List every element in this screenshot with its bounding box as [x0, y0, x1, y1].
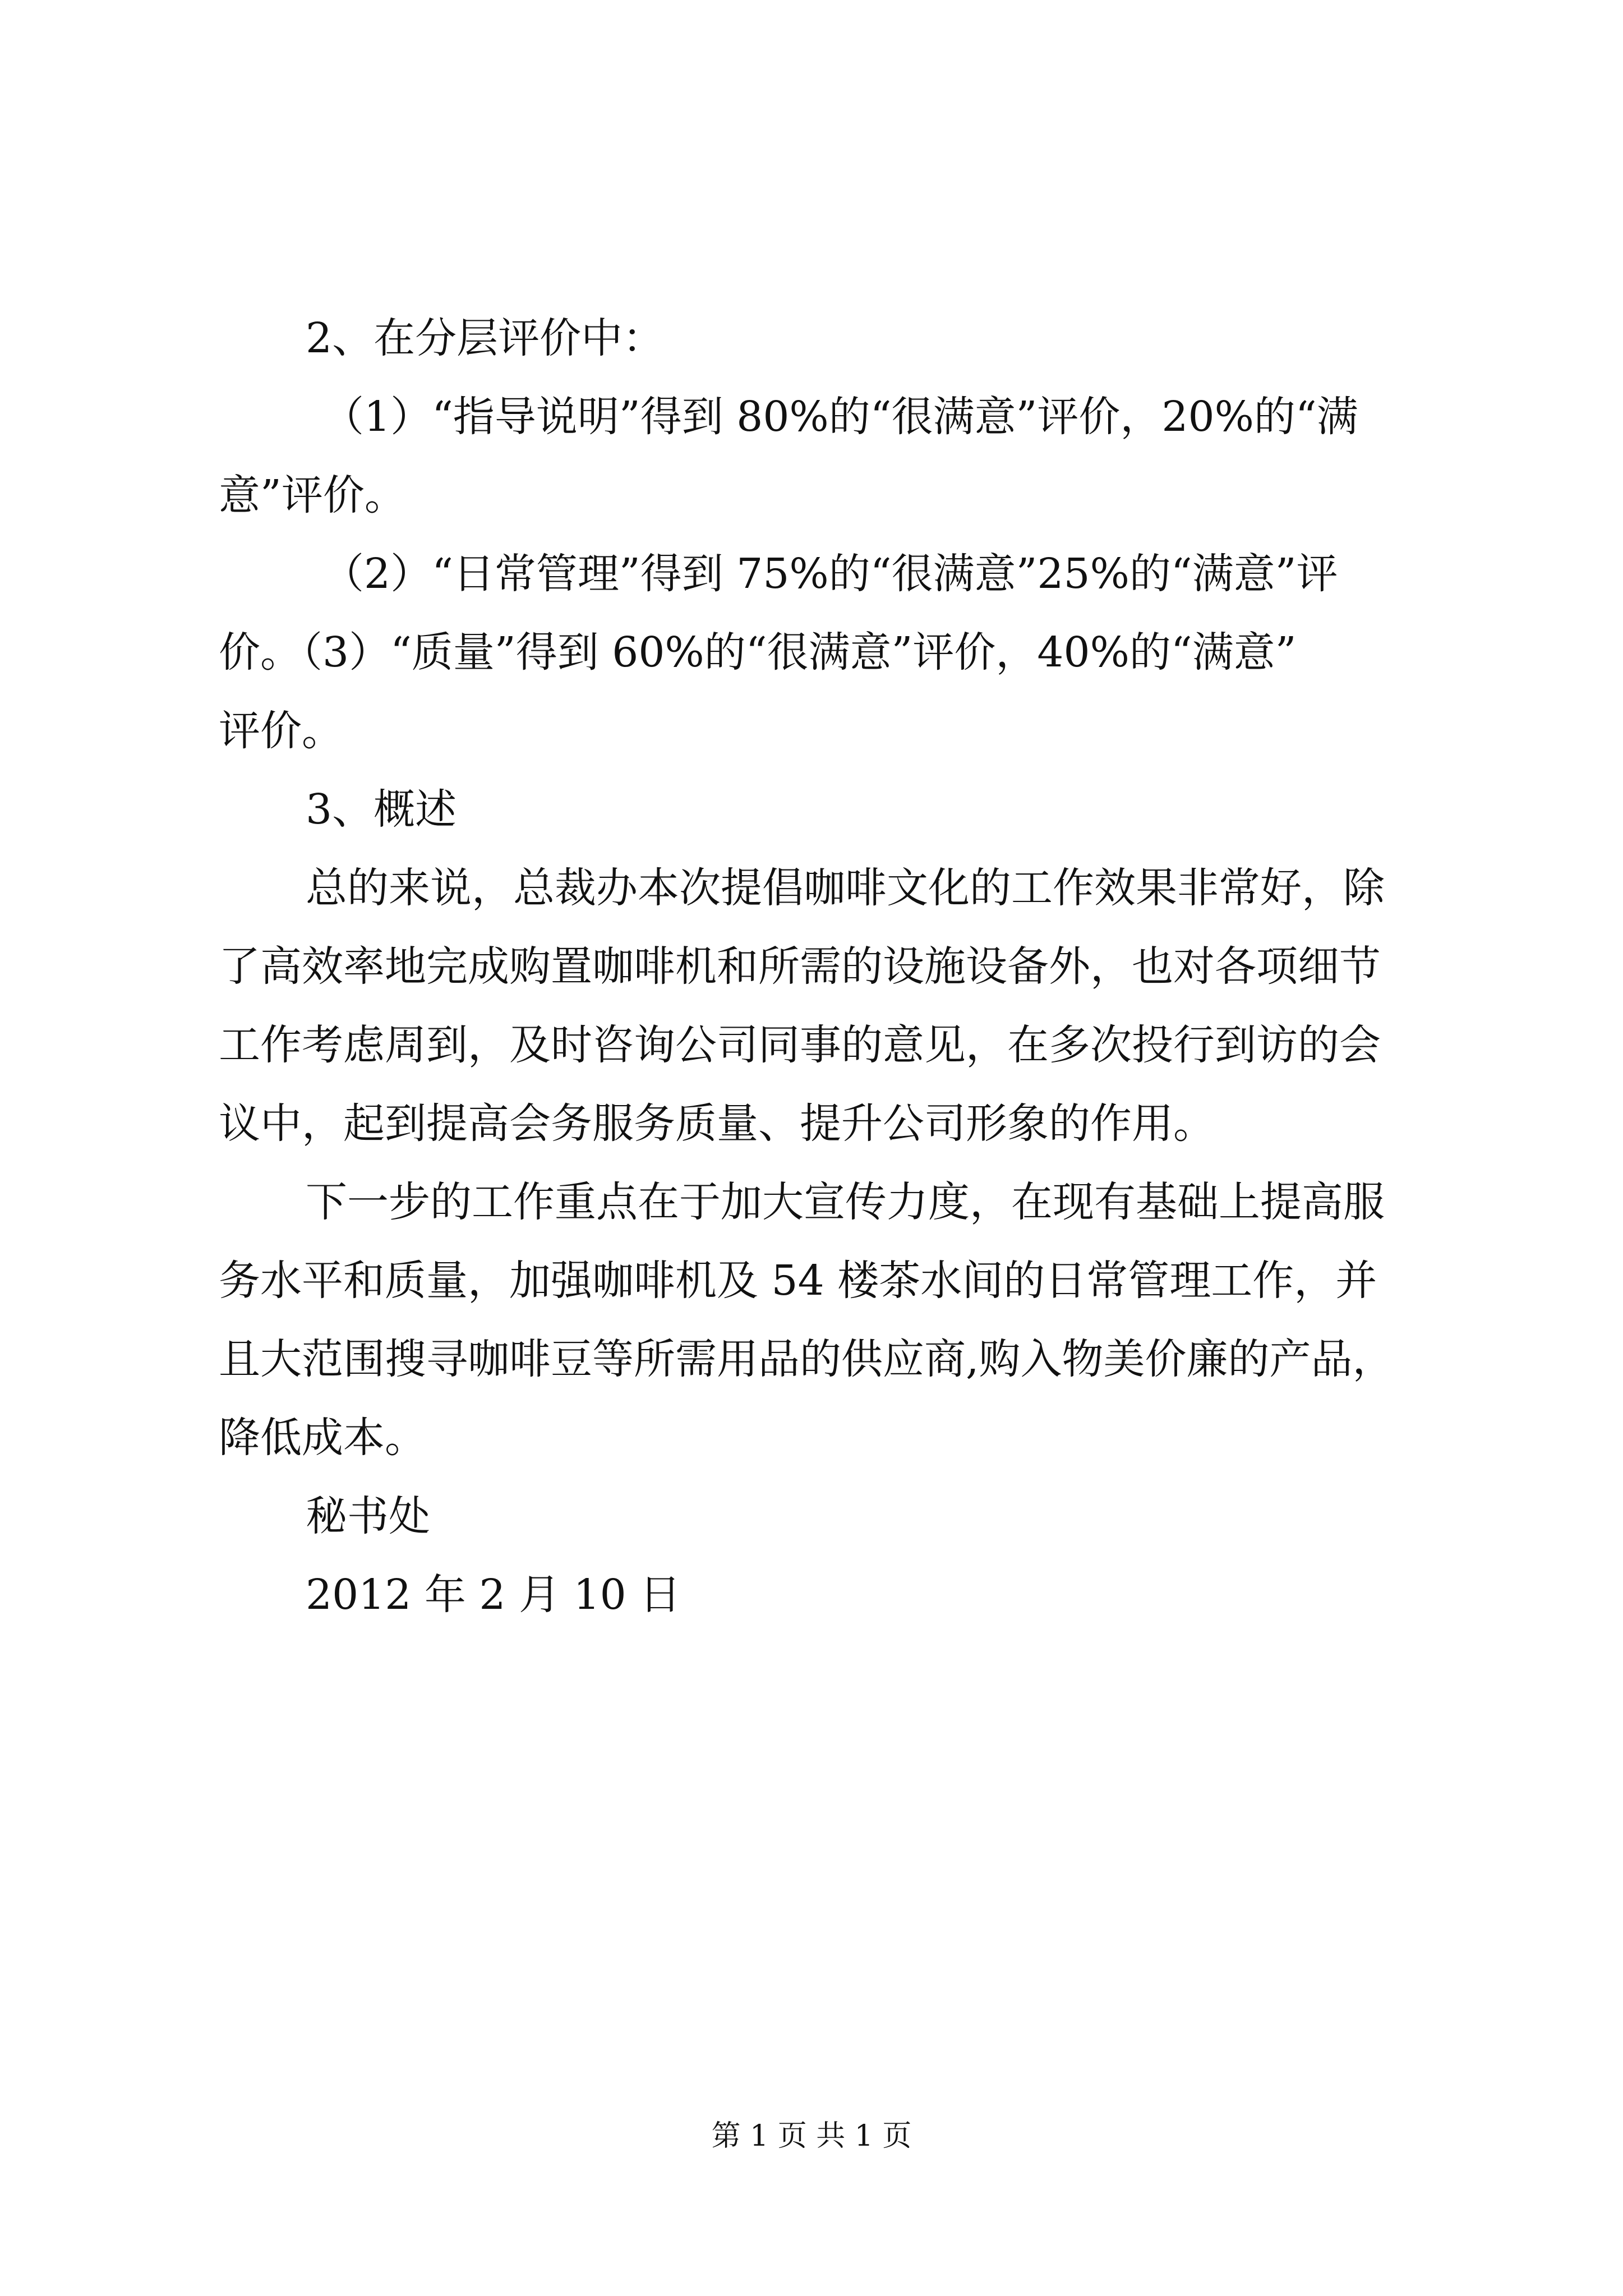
next-steps-paragraph-line-4: 降低成本。 [219, 1414, 426, 1462]
summary-paragraph-line-3: 工作考虑周到，及时咨询公司同事的意见，在多次投行到访的会 [219, 1021, 1381, 1069]
signature-date: 2012 年 2 月 10 日 [306, 1571, 681, 1619]
item-1-line-1: （1）“指导说明”得到 80%的“很满意”评价，20%的“满 [322, 393, 1358, 441]
item-2-line-1: （2）“日常管理”得到 75%的“很满意”25%的“满意”评 [322, 550, 1338, 598]
signature-department: 秘书处 [306, 1492, 430, 1540]
summary-paragraph-line-4: 议中，起到提高会务服务质量、提升公司形象的作用。 [219, 1099, 1215, 1148]
next-steps-paragraph-line-2: 务水平和质量，加强咖啡机及 54 楼茶水间的日常管理工作，并 [219, 1257, 1377, 1305]
next-steps-paragraph-line-3: 且大范围搜寻咖啡豆等所需用品的供应商,购入物美价廉的产品， [219, 1335, 1394, 1383]
section-3-heading: 3、概述 [306, 785, 457, 834]
item-2-line-2: 价。（3）“质量”得到 60%的“很满意”评价，40%的“满意” [219, 628, 1297, 677]
summary-paragraph-line-2: 了高效率地完成购置咖啡机和所需的设施设备外，也对各项细节 [219, 942, 1381, 991]
item-1-line-2: 意”评价。 [219, 471, 406, 519]
section-2-heading: 2、在分层评价中： [306, 314, 665, 362]
page-number-footer: 第 1 页 共 1 页 [711, 2119, 912, 2153]
item-2-line-3: 评价。 [219, 707, 343, 755]
summary-paragraph-line-1: 总的来说，总裁办本次提倡咖啡文化的工作效果非常好，除 [306, 864, 1385, 912]
next-steps-paragraph-line-1: 下一步的工作重点在于加大宣传力度，在现有基础上提高服 [306, 1178, 1385, 1226]
